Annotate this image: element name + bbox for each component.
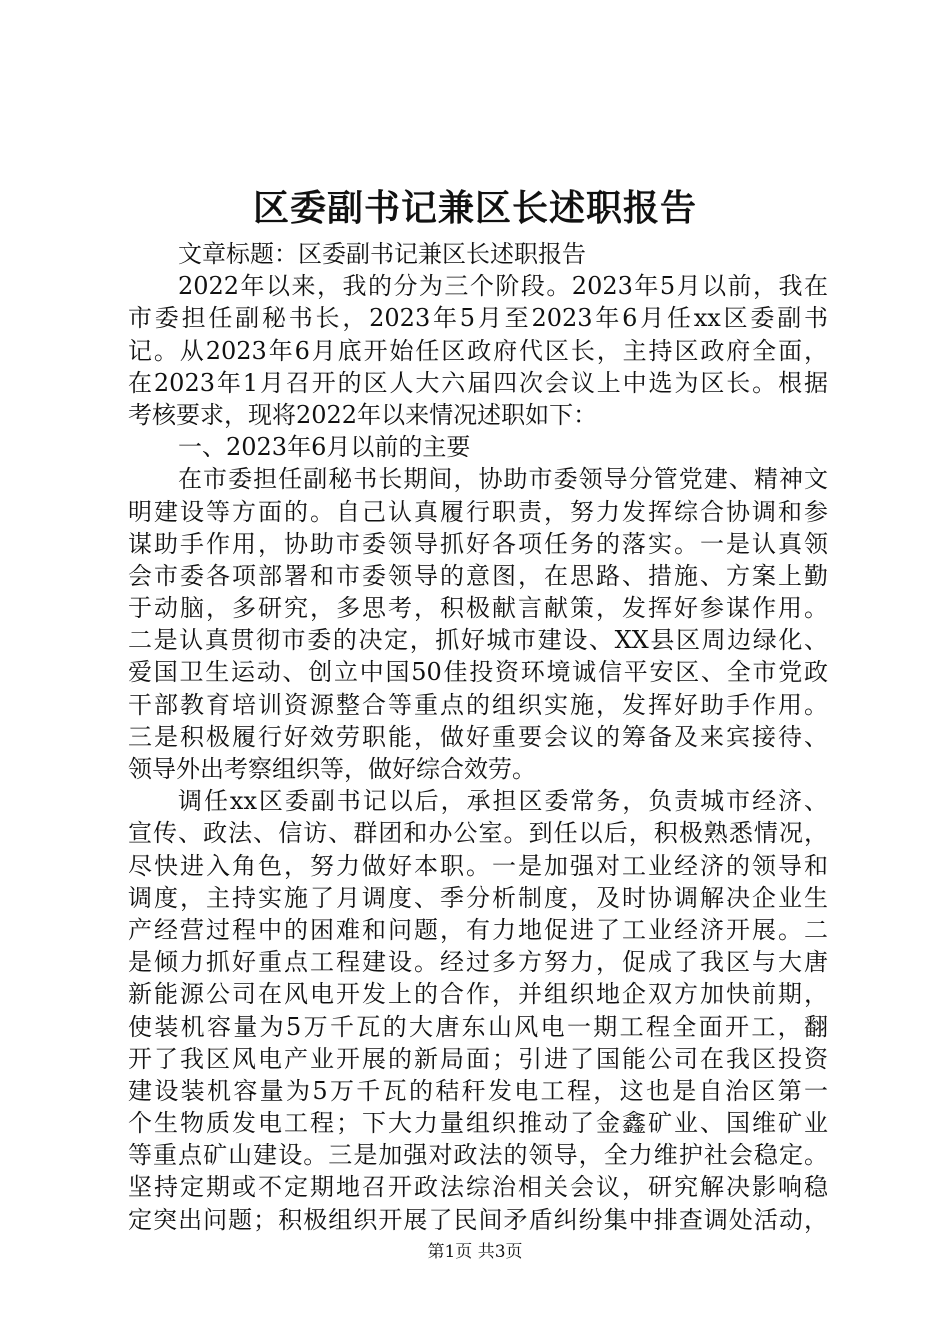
paragraph-line: 在市委担任副秘书长期间，协助市委领导分管党建、精神文 <box>178 465 828 494</box>
paragraph-line: 使装机容量为5万千瓦的大唐东山风电一期工程全面开工，翻 <box>128 1012 828 1041</box>
paragraph-line: 于动脑，多研究，多思考，积极献言献策，发挥好参谋作用。 <box>128 594 828 623</box>
paragraph-line: 定突出问题；积极组织开展了民间矛盾纠纷集中排查调处活动， <box>128 1205 828 1234</box>
section-heading: 一、2023年6月以前的主要 <box>178 433 471 462</box>
paragraph-line: 调度，主持实施了月调度、季分析制度，及时协调解决企业生 <box>128 883 828 912</box>
document-body <box>128 238 828 1236</box>
paragraph-line: 开了我区风电产业开展的新局面；引进了国能公司在我区投资 <box>128 1044 828 1073</box>
paragraph-line: 调任xx区委副书记以后，承担区委常务，负责城市经济、 <box>178 787 828 816</box>
article-title-line: 文章标题：区委副书记兼区长述职报告 <box>178 240 586 268</box>
paragraph-line: 新能源公司在风电开发上的合作，并组织地企双方加快前期， <box>128 980 828 1009</box>
paragraph-line: 是倾力抓好重点工程建设。经过多方努力，促成了我区与大唐 <box>128 948 828 977</box>
paragraph-line: 谋助手作用，协助市委领导抓好各项任务的落实。一是认真领 <box>128 529 828 558</box>
paragraph-line: 考核要求，现将2022年以来情况述职如下： <box>128 400 598 429</box>
paragraph-line: 明建设等方面的。自己认真履行职责，努力发挥综合协调和参 <box>128 497 828 526</box>
paragraph-line: 在2023年1月召开的区人大六届四次会议上中选为区长。根据 <box>128 368 828 397</box>
paragraph-line: 产经营过程中的困难和问题，有力地促进了工业经济开展。二 <box>128 915 828 944</box>
paragraph-line: 市委担任副秘书长，2023年5月至2023年6月任xx区委副书 <box>128 304 828 333</box>
paragraph-line: 个生物质发电工程；下大力量组织推动了金鑫矿业、国维矿业 <box>128 1109 828 1138</box>
paragraph-line: 会市委各项部署和市委领导的意图，在思路、措施、方案上勤 <box>128 561 828 590</box>
paragraph-line: 宣传、政法、信访、群团和办公室。到任以后，积极熟悉情况， <box>128 819 828 848</box>
paragraph-line: 记。从2023年6月底开始任区政府代区长，主持区政府全面， <box>128 336 828 365</box>
paragraph-line: 2022年以来，我的分为三个阶段。2023年5月以前，我在 <box>178 272 828 301</box>
page-number-footer: 第1页 共3页 <box>427 1242 523 1262</box>
paragraph-line: 三是积极履行好效劳职能，做好重要会议的筹备及来宾接待、 <box>128 722 828 751</box>
paragraph-line: 干部教育培训资源整合等重点的组织实施，发挥好助手作用。 <box>128 690 828 719</box>
paragraph-line: 坚持定期或不定期地召开政法综治相关会议，研究解决影响稳 <box>128 1173 828 1202</box>
paragraph-line: 尽快进入角色，努力做好本职。一是加强对工业经济的领导和 <box>128 851 828 880</box>
paragraph-line: 爱国卫生运动、创立中国50佳投资环境诚信平安区、全市党政 <box>128 658 828 687</box>
paragraph-line: 二是认真贯彻市委的决定，抓好城市建设、XX县区周边绿化、 <box>128 626 828 655</box>
document-title: 区委副书记兼区长述职报告 <box>252 187 697 229</box>
paragraph-line: 领导外出考察组织等，做好综合效劳。 <box>128 755 536 783</box>
paragraph-line: 等重点矿山建设。三是加强对政法的领导，全力维护社会稳定。 <box>128 1141 828 1170</box>
paragraph-line: 建设装机容量为5万千瓦的秸秆发电工程，这也是自治区第一 <box>128 1076 828 1105</box>
